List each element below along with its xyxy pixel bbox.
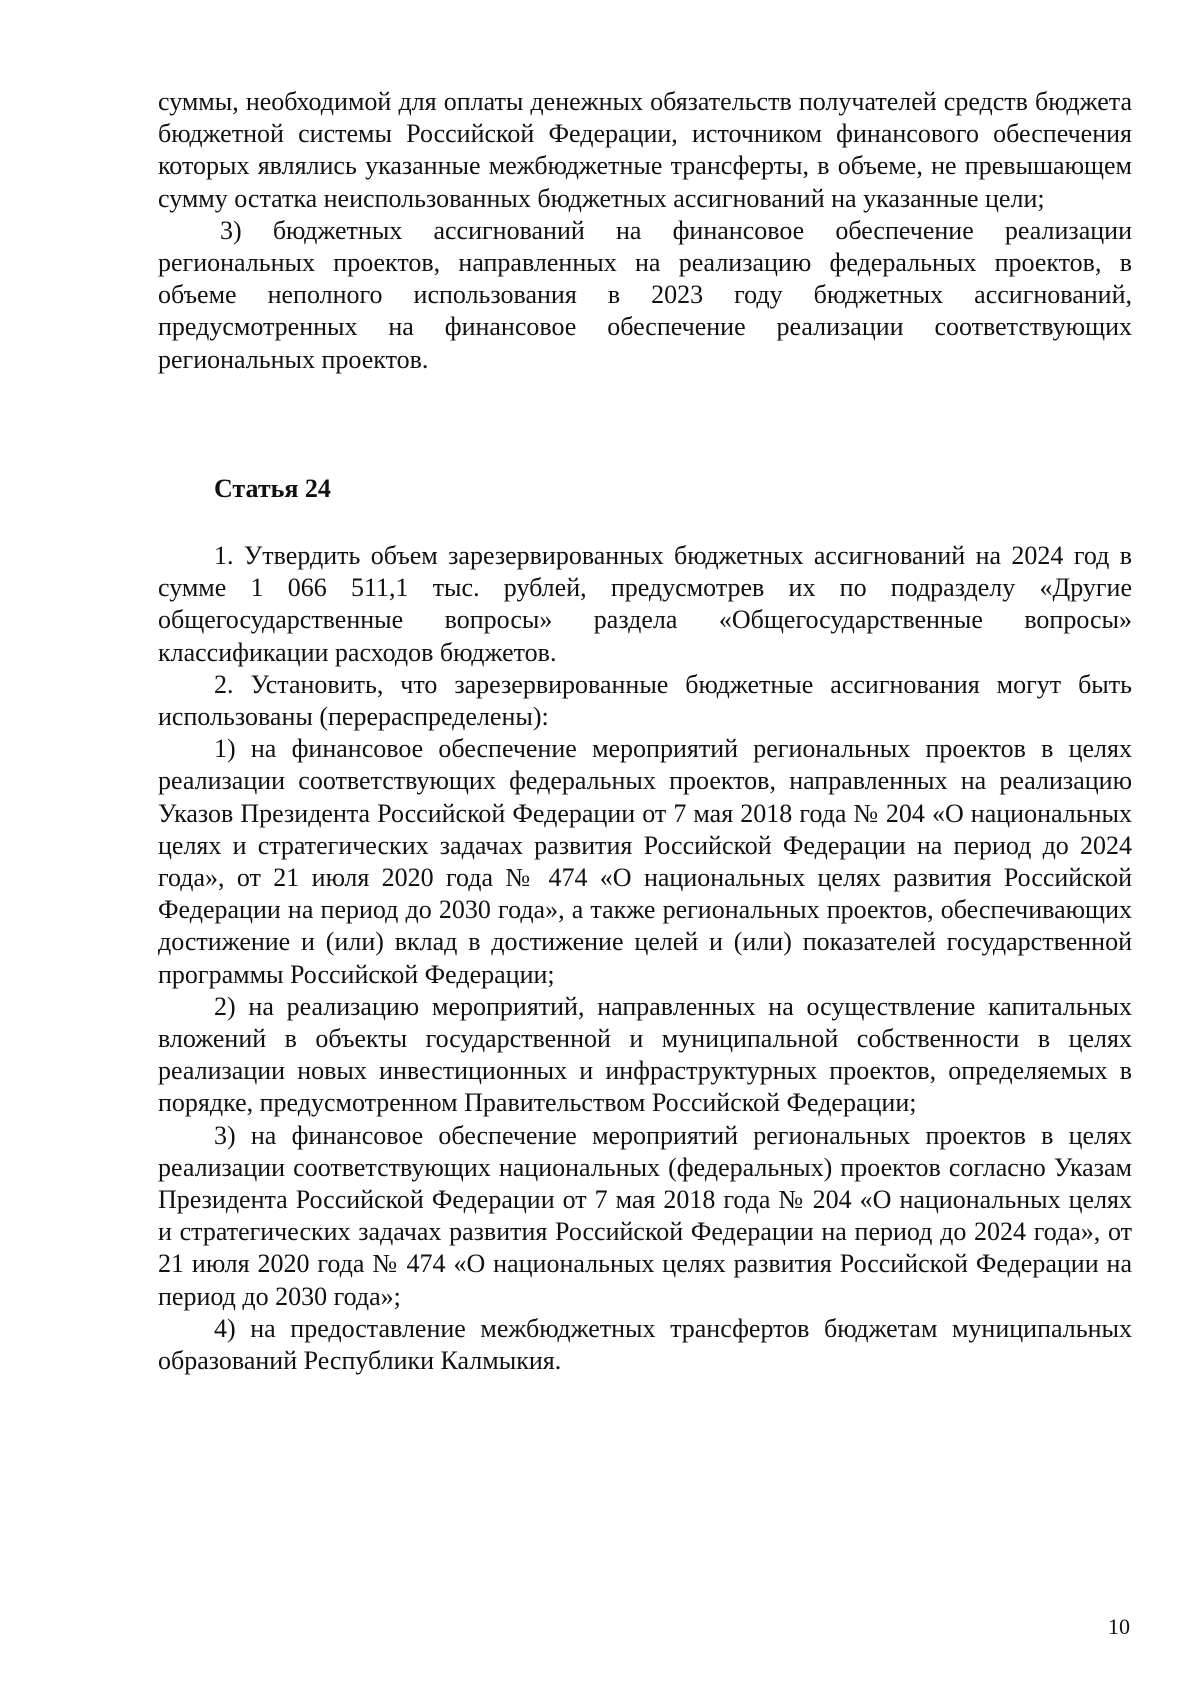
paragraph-2-item-1: 1) на финансовое обеспечение мероприятий региональных проектов в целях реализации соответствующих федеральных проектов, направленных на реализацию Указов Президента Российской Федерации от 7 мая 2018 года № 204 «О национальных целях и стратегических задачах развития Российской Федерации на период до 2024 года», от 21 июля 2020 года № 474 «О национальных целях развития Российской Федерации на период до 2030 года», а также региональных проектов, обеспечивающих достижение и (или) вклад в достижение целей и (или) показателей государственной программы Российской Федерации;	[158, 734, 1132, 989]
text-block-continuation	[158, 86, 1132, 376]
page-number: 10	[1108, 1614, 1130, 1639]
paragraph-item-3: 3) бюджетных ассигнований на финансовое обеспечение реализации региональных проектов, направленных на реализацию федеральных проектов, в объеме неполного использования в 2023 году бюджетных ассигнований, предусмотренных на финансовое обеспечение реализации соответствующих региональных проектов.	[158, 215, 1132, 374]
article-heading: Статья 24	[214, 474, 331, 503]
paragraph-2-item-2: 2) на реализацию мероприятий, направленных на осуществление капитальных вложений в объекты государственной и муниципальной собственности в целях реализации новых инвестиционных и инфраструктурных проектов, определяемых в порядке, предусмотренном Правительством Российской Федерации;	[158, 991, 1132, 1118]
paragraph-2-item-3: 3) на финансовое обеспечение мероприятий региональных проектов в целях реализации соответствующих национальных (федеральных) проектов согласно Указам Президента Российской Федерации от 7 мая 2018 года № 204 «О национальных целях и стратегических задачах развития Российской Федерации на период до 2024 года», от 21 июля 2020 года № 474 «О национальных целях развития Российской Федерации на период до 2030 года»;	[158, 1120, 1132, 1311]
paragraph-2-item-4: 4) на предоставление межбюджетных трансфертов бюджетам муниципальных образований Республики Калмыкия.	[158, 1313, 1132, 1376]
paragraph-continuation: суммы, необходимой для оплаты денежных обязательств получателей средств бюджета бюджетной системы Российской Федерации, источником финансового обеспечения которых являлись указанные межбюджетные трансферты, в объеме, не превышающем сумму остатка неиспользованных бюджетных ассигнований на указанные цели;	[158, 87, 1132, 213]
paragraph-1: 1. Утвердить объем зарезервированных бюджетных ассигнований на 2024 год в сумме 1 066 511,1 тыс. рублей, предусмотрев их по подразделу «Другие общегосударственные вопросы» раздела «Общегосударственные вопросы» классификации расходов бюджетов.	[158, 541, 1132, 667]
text-block-article-24	[158, 540, 1132, 1377]
paragraph-2: 2. Установить, что зарезервированные бюджетные ассигнования могут быть использованы (перераспределены):	[158, 669, 1132, 732]
